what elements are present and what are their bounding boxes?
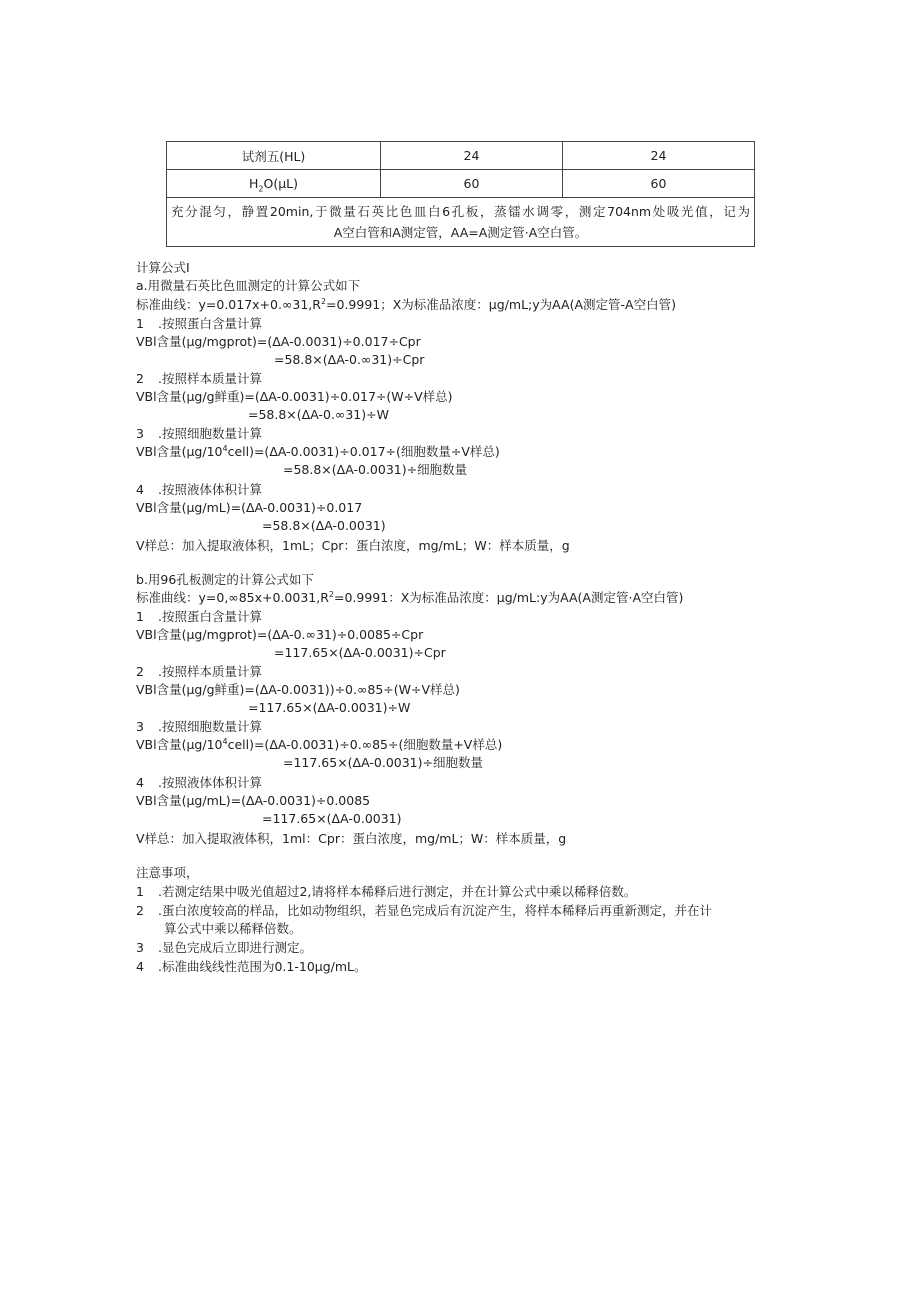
formula-heading: 计算公式I xyxy=(136,260,190,275)
table-row xyxy=(167,170,755,198)
reagent-label: $H_2O(\mu L)$ xyxy=(167,170,381,198)
notes-title: 注意事项， xyxy=(136,865,199,880)
section-b-formula: VBl含量$(\mu g/10^4cell)=(\Delta A-0.0031)\div 0.\infty 85\div$(细胞数量+V样总) xyxy=(136,736,503,752)
section-b-formula: =117.65×(ΔA-0.0031)÷细胞数量 xyxy=(283,755,483,770)
section-a-item-2: 2 .按照样本质量计算 xyxy=(136,371,262,386)
section-a-item-4: 4 .按照液体体积计算 xyxy=(136,482,262,497)
section-b-formula: =117.65×(ΔA-0.0031)÷Cpr xyxy=(274,645,446,660)
section-b-item-1: 1 .按照蛋白含量计算 xyxy=(136,609,262,624)
table-cell: 60 xyxy=(563,170,755,198)
section-a-curve: 标准曲线：$y=0.017x+0.\infty 31,R^2=0.9991$；X为标准品浓度：μg/mL;y为AA(A测定管-A空白管) xyxy=(136,296,676,312)
section-b-footer: V样总：加入提取液体积，1ml：Cpr：蛋白浓度，mg/mL；W：样本质量，g xyxy=(136,831,567,846)
section-a-footer: V样总：加入提取液体积，1mL；Cpr：蛋白浓度，mg/mL；W：样本质量，g xyxy=(136,538,570,553)
table-row xyxy=(167,142,755,170)
notes-item-2-cont: 算公式中乘以稀释倍数。 xyxy=(164,921,302,936)
section-b-formula: =117.65×(ΔA-0.0031)÷W xyxy=(248,700,411,715)
reagent-table xyxy=(166,141,755,247)
table-note xyxy=(167,198,755,247)
section-a-item-1: 1 .按照蛋白含量计算 xyxy=(136,316,262,331)
section-b-formula: VBl含量(μg/mgprot)=(ΔA-0.∞31)÷0.0085÷Cpr xyxy=(136,627,424,642)
table-cell: 24 xyxy=(381,142,563,170)
notes-item-3: 3 .显色完成后立即进行测定。 xyxy=(136,940,312,955)
notes-item-4: 4 .标准曲线线性范围为0.1-10μg/mL。 xyxy=(136,959,367,974)
section-a-formula: =58.8×(ΔA-0.0031) xyxy=(262,518,386,533)
section-b-item-4: 4 .按照液体体积计算 xyxy=(136,775,262,790)
section-b-formula: VBl含量(μg/mL)=(ΔA-0.0031)÷0.0085 xyxy=(136,793,371,808)
section-a-formula: VBl含量(μg/mgprot)=(ΔA-0.0031)÷0.017÷Cpr xyxy=(136,334,421,349)
section-a-formula: =58.8×(ΔA-0.0031)÷细胞数量 xyxy=(283,462,468,477)
section-a-formula: VBl含量(μg/mL)=(ΔA-0.0031)÷0.017 xyxy=(136,500,363,515)
note-line: A空白管和A测定管，AA=A测定管·A空白管。 xyxy=(333,225,588,240)
section-a-formula: VBl含量$(\mu g/10^4cell)=(\Delta A-0.0031)\div 0.017\div$(细胞数量÷V样总) xyxy=(136,443,500,459)
section-b-item-3: 3 .按照细胞数量计算 xyxy=(136,719,262,734)
notes-item-1: 1 .若测定结果中吸光值超过2,请将样本稀释后进行测定，并在计算公式中乘以稀释倍数。 xyxy=(136,884,637,899)
section-a-formula: =58.8×(ΔA-0.∞31)÷W xyxy=(248,407,389,422)
note-line: 充分混匀，静置20min,于微量石英比色皿白6孔板，蒸镭水调零，测定704nm处吸光值，记为 xyxy=(171,204,750,219)
table-cell: 60 xyxy=(381,170,563,198)
section-a-formula: VBl含量(μg/g鲜重)=(ΔA-0.0031)÷0.017÷(W÷V样总) xyxy=(136,389,453,404)
section-b-formula: =117.65×(ΔA-0.0031) xyxy=(262,811,402,826)
table-note-row xyxy=(167,198,755,247)
table-cell: 24 xyxy=(563,142,755,170)
section-b-formula: VBl含量(μg/g鲜重)=(ΔA-0.0031))÷0.∞85÷(W÷V样总) xyxy=(136,682,460,697)
section-a-formula: =58.8×(ΔA-0.∞31)÷Cpr xyxy=(274,352,425,367)
notes-item-2: 2 .蛋白浓度较高的样品，比如动物组织，若显色完成后有沉淀产生，将样本稀释后再重新测定，并在计 xyxy=(136,903,712,918)
reagent-label: 试剂五(HL) xyxy=(167,142,381,170)
section-a-item-3: 3 .按照细胞数量计算 xyxy=(136,426,262,441)
section-a-title: a.用微量石英比色皿测定的计算公式如下 xyxy=(136,278,361,293)
section-b-curve: 标准曲线：$y=0,\infty 85x+0.0031,R^2=0.9991$：X为标准品浓度：μg/mL:y为AA(A测定管·A空白管) xyxy=(136,589,684,605)
section-b-item-2: 2 .按照样本质量计算 xyxy=(136,664,262,679)
section-b-title: b.用96孔板测定的计算公式如下 xyxy=(136,572,314,587)
